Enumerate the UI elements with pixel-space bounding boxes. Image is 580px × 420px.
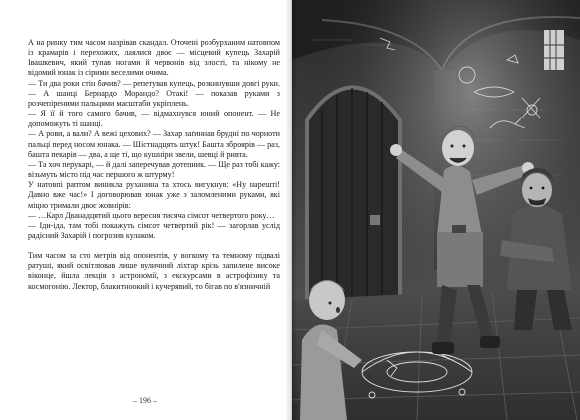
book-gutter xyxy=(285,0,297,420)
page-number: – 196 – xyxy=(133,396,157,405)
dungeon-illustration xyxy=(292,0,580,420)
paragraph: — А рови, а вали? А вежі цехових? — Захар заґиннав брудні по чорноти пальці перед носом юнака. — Шістнадцять штук! Башта зброярів — раз, башта пекарів — два, а ще ті, що кушніри звели, шевці й ривта. xyxy=(28,129,280,159)
paragraph: — Ти два роки стін бачив? — репетував купець, розкинувши довгі руки. — А шанці Бернардо Морандо? Отакі! — показав руками з розчепіреними пальцями масштаби укріплень. xyxy=(28,78,280,108)
paragraph: А на ринку тим часом назрівав скандал. Оточені розбурханим натовпом із крамарів і перехожих, лаялися двоє — місцевий купець Захарій Івашкевич, який тупав ногами й червонів від злості, та нікому не відомий юнак із сірими веселими очима. xyxy=(28,38,280,78)
paragraph: — Я її й того самого бачив, — відмахнувся юний опонент. — Не допоможуть ті шанці. xyxy=(28,109,280,129)
body-text xyxy=(28,38,280,292)
paragraph: — …Карл Дванадцятий цього вересня тисяча сімсот четвертого року… xyxy=(28,210,275,220)
door-lock-icon xyxy=(370,215,380,225)
paragraph: — Та хоч перукарі, — й далі заперечував дотепник. — Ще раз тобі кажу: візьмуть місто під час першого ж штурму! xyxy=(28,159,280,180)
paragraph: У натовпі раптом виникла руханина та хтось вигукнув: «Ну нарешті! Давно вже час!» І договорював юнак уже з заломленими руками, які міцно тримали двоє жовнірів: xyxy=(28,180,280,210)
illustration xyxy=(292,0,580,420)
paragraph: — Іди-іда, там тобі покажуть сімсот четвертий рік! — загорлав услід радісний Захарій і погрозив кулаком. xyxy=(28,220,280,240)
barred-window xyxy=(544,30,564,70)
paragraph: Тим часом за сто метрів від опонентів, у вогкому та темному підвалі ратуші, який освітлював лише вуличний ліхтар крізь запилене високе віконце, йшла лекція з астрономії, з екскурсами в астрофізику та космогонію. Лектор, блакитноокий і кучерявий, то бігав по в'язничній xyxy=(28,251,280,291)
